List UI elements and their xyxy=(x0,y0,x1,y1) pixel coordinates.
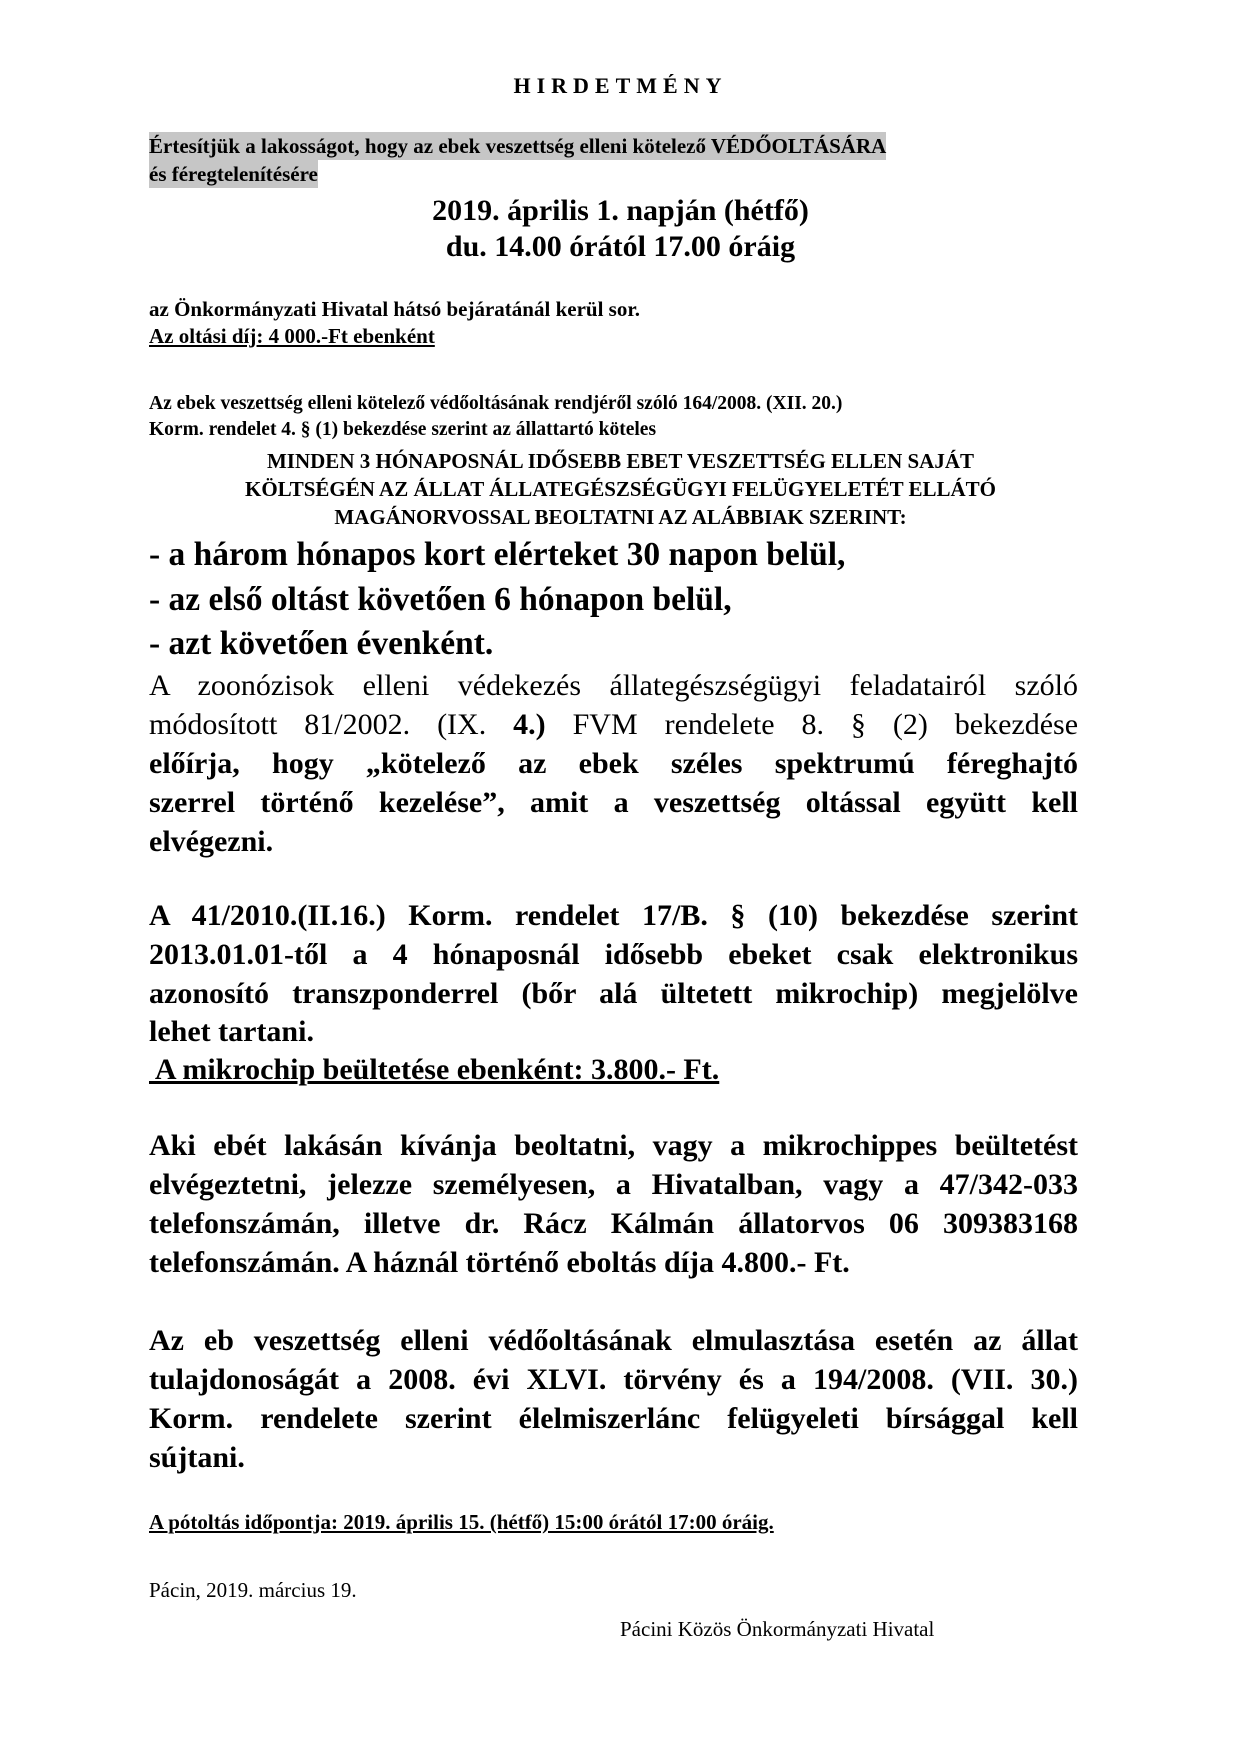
microchip-line-3: azonosító transzponderrel (bőr alá ültetett mikrochip) megjelölve xyxy=(149,977,1078,1010)
obligation-line-3: MAGÁNORVOSSAL BEOLTATNI AZ ALÁBBIAK SZERINT: xyxy=(334,505,907,529)
rule-item-3: - azt követően évenként. xyxy=(149,625,494,662)
microchip-line-1: A 41/2010.(II.16.) Korm. rendelet 17/B. § (10) bekezdése szerint xyxy=(149,899,1078,932)
rule-item-2: - az első oltást követően 6 hónapon belül, xyxy=(149,581,732,618)
obligation-line-1: MINDEN 3 HÓNAPOSNÁL IDŐSEBB EBET VESZETTSÉG ELLEN SAJÁT xyxy=(266,449,975,473)
penalty-line-3: Korm. rendelete szerint élelmiszerlánc felügyeleti bírsággal kell xyxy=(149,1402,1078,1435)
intro-line-2: és féregtelenítésére xyxy=(149,162,318,186)
rule-item-1: - a három hónapos kort elérteket 30 napon belül, xyxy=(149,536,846,573)
penalty-line-2: tulajdonoságát a 2008. évi XLVI. törvény és a 194/2008. (VII. 30.) xyxy=(149,1363,1078,1396)
zoonosis-line-5: elvégezni. xyxy=(149,825,274,858)
microchip-price: A mikrochip beültetése ebenként: 3.800.- Ft. xyxy=(149,1053,720,1086)
law-intro-line-2: Korm. rendelet 4. § (1) bekezdése szerint az állattartó köteles xyxy=(149,419,657,440)
zoonosis-line-2-part-3: FVM rendelete 8. § (2) bekezdése xyxy=(572,708,1079,741)
zoonosis-line-3: előírja, hogy „kötelező az ebek széles spektrumú féreghajtó xyxy=(149,747,1078,780)
place-and-date: Pácin, 2019. március 19. xyxy=(149,1578,357,1602)
zoonosis-line-2 xyxy=(149,708,1078,742)
microchip-line-4: lehet tartani. xyxy=(149,1015,314,1048)
zoonosis-line-4: szerrel történő kezelése”, amit a veszettség oltással együtt kell xyxy=(149,786,1078,819)
law-intro-line-1: Az ebek veszettség elleni kötelező védőoltásának rendjéről szóló 164/2008. (XII. 20.) xyxy=(149,393,843,414)
zoonosis-line-1: A zoonózisok elleni védekezés állategészségügyi feladatairól szóló xyxy=(149,669,1078,702)
home-vaccination-line-1: Aki ebét lakásán kívánja beoltatni, vagy a mikrochippes beültetést xyxy=(149,1129,1078,1162)
issuer-signature: Pácini Közös Önkormányzati Hivatal xyxy=(620,1617,935,1641)
intro-line-1: Értesítjük a lakosságot, hogy az ebek veszettség elleni kötelező VÉDŐOLTÁSÁRA xyxy=(149,134,887,158)
fee-text: Az oltási díj: 4 000.-Ft ebenként xyxy=(149,324,435,348)
vaccination-date: 2019. április 1. napján (hétfő) xyxy=(432,194,809,227)
document-title: HIRDETMÉNY xyxy=(513,73,728,98)
makeup-date: A pótoltás időpontja: 2019. április 15. (hétfő) 15:00 órától 17:00 óráig. xyxy=(149,1510,774,1534)
home-vaccination-line-2: elvégeztetni, jelezze személyesen, a Hivatalban, vagy a 47/342-033 xyxy=(149,1168,1078,1201)
obligation-line-2: KÖLTSÉGÉN AZ ÁLLAT ÁLLATEGÉSZSÉGÜGYI FELÜGYELETÉT ELLÁTÓ xyxy=(244,477,996,501)
microchip-line-2: 2013.01.01-től a 4 hónaposnál idősebb ebeket csak elektronikus xyxy=(149,938,1078,971)
penalty-line-1: Az eb veszettség elleni védőoltásának elmulasztása esetén az állat xyxy=(149,1324,1078,1357)
penalty-line-4: sújtani. xyxy=(149,1441,245,1474)
home-vaccination-line-4: telefonszámán. A háznál történő eboltás díja 4.800.- Ft. xyxy=(149,1246,850,1279)
zoonosis-line-2-part-1: módosított 81/2002. (IX. xyxy=(149,708,487,741)
home-vaccination-line-3: telefonszámán, illetve dr. Rácz Kálmán állatorvos 06 309383168 xyxy=(149,1207,1078,1240)
zoonosis-line-2-part-2: 4.) xyxy=(513,708,546,741)
location-text: az Önkormányzati Hivatal hátsó bejáratánál kerül sor. xyxy=(149,297,640,321)
vaccination-time: du. 14.00 órától 17.00 óráig xyxy=(445,230,796,263)
